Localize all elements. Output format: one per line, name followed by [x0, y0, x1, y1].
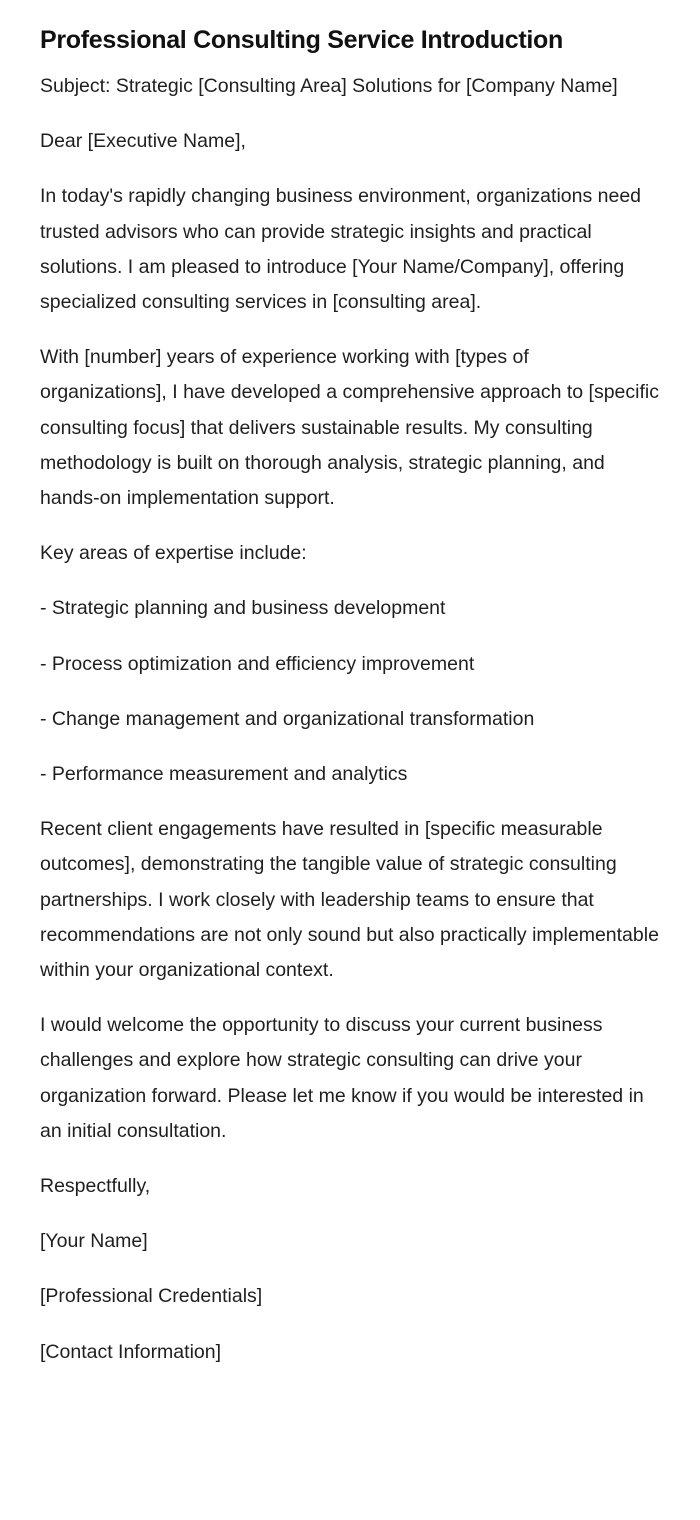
signature-contact: [Contact Information]	[40, 1340, 222, 1363]
page-title: Professional Consulting Service Introduction	[40, 26, 563, 54]
results-paragraph: Recent client engagements have resulted in [specific measurable outcomes], demonstrating the tangible value of strategic consulting partnerships. I work closely with leadership teams to ensure that recommendations are not only sound but also practically implementable within your organizational context.	[40, 818, 659, 982]
sign-off: Respectfully,	[40, 1175, 151, 1198]
intro-paragraph: In today's rapidly changing business environment, organizations need trusted advisors who can provide strategic insights and practical solutions. I am pleased to introduce [Your Name/Company], offering specialized consulting services in [consulting area].	[40, 185, 642, 314]
expertise-item-process-optimization: - Process optimization and efficiency improvement	[40, 652, 475, 675]
greeting: Dear [Executive Name],	[40, 130, 246, 153]
expertise-item-change-management: - Change management and organizational transformation	[40, 707, 535, 730]
signature-name: [Your Name]	[40, 1230, 148, 1253]
subject-line: Subject: Strategic [Consulting Area] Solutions for [Company Name]	[40, 75, 618, 97]
experience-paragraph: With [number] years of experience working with [types of organizations], I have developed a comprehensive approach to [specific consulting focus] that delivers sustainable results. My consulting methodology is built on thorough analysis, strategic planning, and hands-on implementation support.	[40, 346, 659, 510]
signature-credentials: [Professional Credentials]	[40, 1285, 263, 1308]
closing-paragraph: I would welcome the opportunity to discuss your current business challenges and explore how strategic consulting can drive your organization forward. Please let me know if you would be interested in an initial consultation.	[40, 1014, 644, 1142]
expertise-heading: Key areas of expertise include:	[40, 542, 307, 565]
expertise-item-performance-measurement: - Performance measurement and analytics	[40, 763, 408, 786]
expertise-item-strategic-planning: - Strategic planning and business development	[40, 597, 446, 620]
